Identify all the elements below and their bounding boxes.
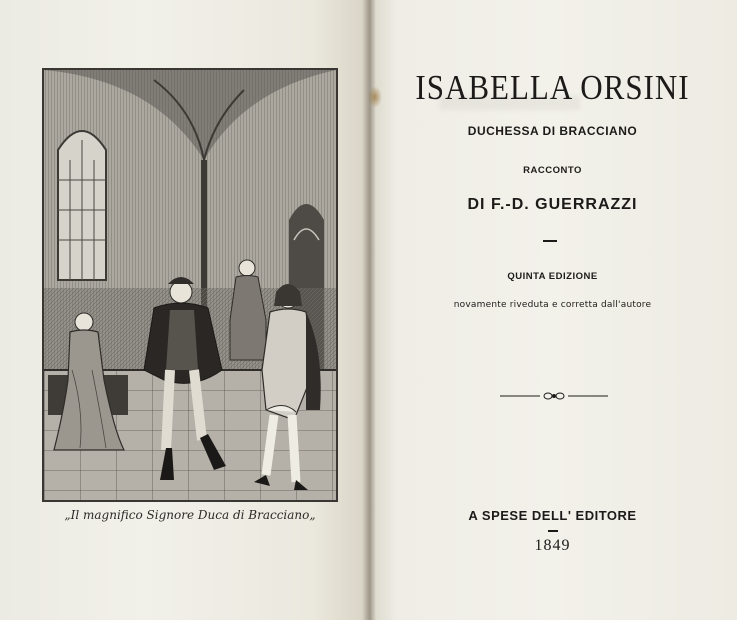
revision-note: novamente riveduta e corretta dall'autore xyxy=(453,300,652,310)
book-title: ISABELLA ORSINI xyxy=(415,67,690,108)
publisher-line: A SPESE DELL' EDITORE xyxy=(468,508,637,523)
divider-rule xyxy=(543,240,557,242)
author-name: DI F.-D. GUERRAZZI xyxy=(467,196,638,213)
book-subtitle: DUCHESSA DI BRACCIANO xyxy=(467,124,638,138)
engraving-scene xyxy=(44,70,336,500)
genre-label: RACCONTO xyxy=(523,165,582,176)
illustration-caption: „Il magnifico Signore Duca di Bracciano„ xyxy=(64,508,316,522)
ornament-rule xyxy=(500,390,608,402)
engraving-plate xyxy=(42,68,338,502)
gothic-window xyxy=(58,131,106,280)
publication-year: 1849 xyxy=(534,537,571,554)
edition-label: QUINTA EDIZIONE xyxy=(507,271,598,282)
small-rule xyxy=(548,530,558,532)
